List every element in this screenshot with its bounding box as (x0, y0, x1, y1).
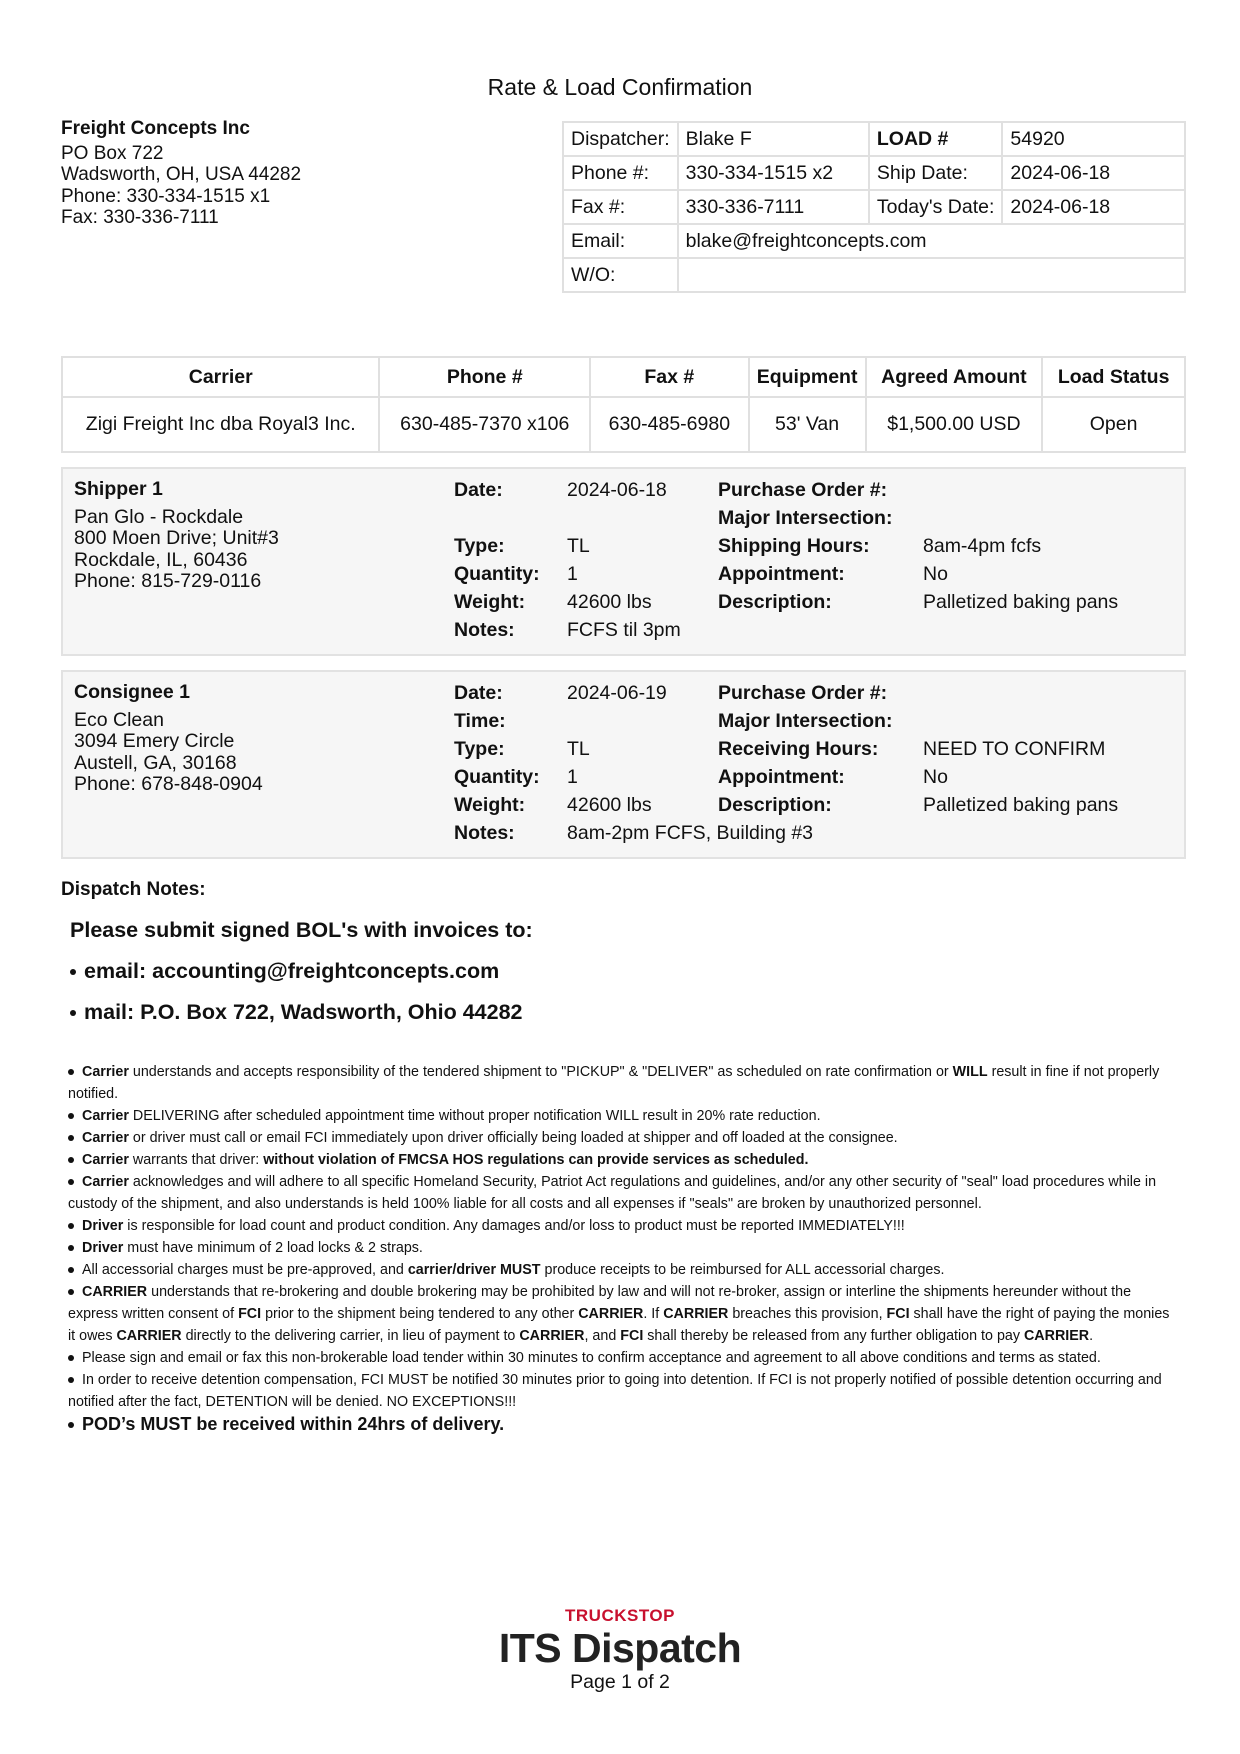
consignee-quantity: 1 (567, 766, 578, 788)
consignee-appointment-label: Appointment: (718, 766, 845, 788)
consignee-weight: 42600 lbs (567, 794, 652, 816)
bol-email-item (70, 956, 533, 997)
todays-date-value: 2024-06-18 (1002, 190, 1185, 224)
shipper-date-label: Date: (454, 479, 503, 501)
list-item: Please sign and email or fax this non-brokerable load tender within 30 minutes to confirm acceptance and agreement to all above conditions and terms as stated. (68, 1347, 1178, 1369)
list-item: Driver must have minimum of 2 load locks & 2 straps. (68, 1237, 1178, 1259)
list-item: Carrier warrants that driver: without violation of FMCSA HOS regulations can provide services as scheduled. (68, 1149, 1178, 1171)
bullet-icon (68, 1157, 74, 1163)
load-status: Open (1042, 397, 1185, 452)
list-item: Carrier or driver must call or email FCI immediately upon driver officially being loaded at shipper and off loaded at the consignee. (68, 1127, 1178, 1149)
document-title: Rate & Load Confirmation (487, 74, 753, 100)
table-row (563, 190, 1185, 224)
company-address-line: PO Box 722 (61, 142, 164, 164)
shipper-street: 800 Moen Drive; Unit#3 (74, 527, 279, 549)
equipment: 53' Van (749, 397, 866, 452)
consignee-date: 2024-06-19 (567, 682, 667, 704)
carrier-fax-header: Fax # (590, 357, 749, 397)
carrier-table (61, 356, 1186, 453)
table-row (62, 397, 1185, 452)
load-number-value: 54920 (1002, 122, 1185, 156)
consignee-panel (61, 670, 1186, 859)
bullet-icon (68, 1377, 74, 1383)
shipping-hours-label: Shipping Hours: (718, 535, 870, 557)
shipper-description-label: Description: (718, 591, 832, 613)
company-fax-line: Fax: 330-336-7111 (61, 207, 219, 228)
consignee-row-quantity (63, 763, 1184, 791)
consignee-row-time (63, 707, 1184, 735)
carrier-phone: 630-485-7370 x106 (379, 397, 590, 452)
bullet-icon (68, 1223, 74, 1229)
list-item: In order to receive detention compensation, FCI MUST be notified 30 minutes prior to going into detention. If FCI is not properly notified of possible detention occurring and notified after the fact, DETENTION will be denied. NO EXCEPTIONS!!! (68, 1372, 1162, 1410)
logo-truckstop-text: TRUCKSTOP (565, 1606, 675, 1625)
dispatch-email-label: Email: (563, 224, 678, 258)
work-order-value (678, 258, 1185, 292)
bol-mail: mail: P.O. Box 722, Wadsworth, Ohio 44282 (84, 1000, 523, 1024)
ship-date-label: Ship Date: (869, 156, 1003, 190)
table-row (563, 258, 1185, 292)
logo-main-text: ITS Dispatch (498, 1625, 742, 1671)
consignee-weight-label: Weight: (454, 794, 526, 816)
consignee-po-label: Purchase Order #: (718, 682, 888, 704)
consignee-city: Austell, GA, 30168 (74, 751, 237, 774)
bullet-icon (68, 1069, 74, 1075)
shipper-quantity: 1 (567, 563, 578, 585)
consignee-time-label: Time: (454, 710, 506, 732)
consignee-type: TL (567, 738, 590, 760)
shipper-panel (61, 467, 1186, 656)
dispatch-phone-label: Phone #: (563, 156, 678, 190)
carrier-phone-header: Phone # (379, 357, 590, 397)
list-item: Driver is responsible for load count and product condition. Any damages and/or loss to product must be reported IMMEDIATELY!!! (68, 1215, 1178, 1237)
shipper-appointment-label: Appointment: (718, 563, 845, 585)
terms-list (68, 1061, 1178, 1435)
shipper-title: Shipper 1 (74, 478, 163, 500)
consignee-row-date (63, 679, 1184, 707)
dispatch-phone-value: 330-334-1515 x2 (678, 156, 869, 190)
shipping-hours: 8am-4pm fcfs (923, 535, 1042, 557)
agreed-amount-header: Agreed Amount (866, 357, 1043, 397)
list-item: Carrier DELIVERING after scheduled appointment time without proper notification WILL result in 20% rate reduction. (68, 1105, 1178, 1127)
shipper-row-type (63, 532, 1184, 560)
load-status-header: Load Status (1042, 357, 1185, 397)
list-item: Carrier acknowledges and will adhere to all specific Homeland Security, Patriot Act regulations and guidelines, and/or any other security of "seal" load procedures while in custody of the shipment, and also understands is held 100% liable for all costs and all expenses if "seals" are broken by unauthorized personnel. (68, 1174, 1157, 1212)
load-number-label: LOAD # (869, 122, 1003, 156)
bullet-icon (68, 1422, 74, 1428)
consignee-notes: 8am-2pm FCFS, Building #3 (567, 822, 814, 844)
todays-date-label: Today's Date: (869, 190, 1003, 224)
shipper-po-label: Purchase Order #: (718, 479, 888, 501)
carrier-header: Carrier (62, 357, 379, 397)
table-row (563, 224, 1185, 258)
bullet-icon (68, 1267, 74, 1273)
bullet-icon (68, 1245, 74, 1251)
shipper-type-label: Type: (454, 535, 505, 557)
shipper-weight-label: Weight: (454, 591, 526, 613)
receiving-hours-label: Receiving Hours: (718, 738, 879, 760)
page-number: Page 1 of 2 (570, 1671, 670, 1693)
company-block (61, 118, 301, 229)
dispatch-fax-label: Fax #: (563, 190, 678, 224)
bullet-icon (68, 1135, 74, 1141)
shipper-name: Pan Glo - Rockdale (74, 505, 244, 528)
ship-date-value: 2024-06-18 (1002, 156, 1185, 190)
receiving-hours: NEED TO CONFIRM (923, 738, 1106, 760)
shipper-notes-label: Notes: (454, 619, 515, 641)
bullet-icon (68, 1355, 74, 1361)
shipper-phone: Phone: 815-729-0116 (74, 570, 262, 592)
shipper-notes: FCFS til 3pm (567, 619, 681, 641)
bol-email: email: accounting@freightconcepts.com (84, 959, 500, 983)
carrier-fax: 630-485-6980 (590, 397, 749, 452)
bullet-icon (68, 1179, 74, 1185)
consignee-street: 3094 Emery Circle (74, 730, 235, 752)
bol-mail-item (70, 997, 533, 1038)
shipper-description: Palletized baking pans (923, 591, 1119, 613)
consignee-row-weight (63, 791, 1184, 819)
work-order-label: W/O: (563, 258, 678, 292)
dispatch-email-value: blake@freightconcepts.com (678, 224, 1185, 258)
bullet-icon (70, 969, 76, 975)
table-row (563, 156, 1185, 190)
dispatcher-label: Dispatcher: (563, 122, 678, 156)
list-item: All accessorial charges must be pre-approved, and carrier/driver MUST produce receipts to be reimbursed for ALL accessorial charges. (68, 1259, 1178, 1281)
consignee-row-notes (63, 819, 1184, 847)
consignee-description: Palletized baking pans (923, 794, 1119, 816)
consignee-type-label: Type: (454, 738, 505, 760)
bol-heading: Please submit signed BOL's with invoices to: (70, 918, 533, 942)
shipper-row-notes (63, 616, 1184, 644)
company-phone-line: Phone: 330-334-1515 x1 (61, 185, 271, 207)
shipper-date: 2024-06-18 (567, 479, 667, 501)
consignee-name: Eco Clean (74, 708, 164, 731)
carrier-name: Zigi Freight Inc dba Royal3 Inc. (62, 397, 379, 452)
bullet-icon (70, 1010, 76, 1016)
shipper-appointment: No (923, 563, 948, 585)
bullet-icon (68, 1113, 74, 1119)
consignee-major-intersection-label: Major Intersection: (718, 710, 893, 732)
consignee-description-label: Description: (718, 794, 832, 816)
consignee-phone: Phone: 678-848-0904 (74, 773, 263, 795)
list-item: CARRIER understands that re-brokering and double brokering may be prohibited by law and will not re-broker, assign or interline the shipments hereunder without the express written consent of FCI prior to the shipment being tendered to any other CARRIER. If CARRIER breaches this provision, FCI shall have the right of paying the monies it owes CARRIER directly to the delivering carrier, in lieu of payment to CARRIER, and FCI shall thereby be released from any further obligation to pay CARRIER. (68, 1284, 1170, 1344)
list-item: POD’s MUST be received within 24hrs of delivery. (68, 1413, 1178, 1435)
consignee-appointment: No (923, 766, 948, 788)
equipment-header: Equipment (749, 357, 866, 397)
shipper-city: Rockdale, IL, 60436 (74, 548, 248, 571)
shipper-row-intersection (63, 504, 1184, 532)
company-city-line: Wadsworth, OH, USA 44282 (61, 164, 302, 185)
shipper-quantity-label: Quantity: (454, 563, 540, 585)
shipper-major-intersection-label: Major Intersection: (718, 507, 893, 529)
agreed-amount: $1,500.00 USD (866, 397, 1043, 452)
bullet-icon (68, 1289, 74, 1295)
shipper-row-quantity (63, 560, 1184, 588)
consignee-quantity-label: Quantity: (454, 766, 540, 788)
bol-instructions (70, 915, 533, 1038)
consignee-date-label: Date: (454, 682, 503, 704)
shipper-weight: 42600 lbs (567, 591, 652, 613)
its-dispatch-logo (0, 1606, 1240, 1670)
table-row (563, 122, 1185, 156)
dispatcher-value: Blake F (678, 122, 869, 156)
company-name: Freight Concepts Inc (61, 118, 250, 139)
dispatch-notes-label: Dispatch Notes: (61, 879, 206, 900)
dispatch-info-table (562, 121, 1186, 293)
shipper-row-weight (63, 588, 1184, 616)
dispatch-fax-value: 330-336-7111 (678, 190, 869, 224)
consignee-notes-label: Notes: (454, 822, 515, 844)
shipper-type: TL (567, 535, 590, 557)
table-header-row (62, 357, 1185, 397)
consignee-row-type (63, 735, 1184, 763)
list-item: Carrier understands and accepts responsibility of the tendered shipment to "PICKUP" & "DELIVER" as scheduled on rate confirmation or WILL result in fine if not properly notified. (68, 1064, 1160, 1102)
consignee-title: Consignee 1 (74, 681, 190, 703)
shipper-row-date (63, 476, 1184, 504)
